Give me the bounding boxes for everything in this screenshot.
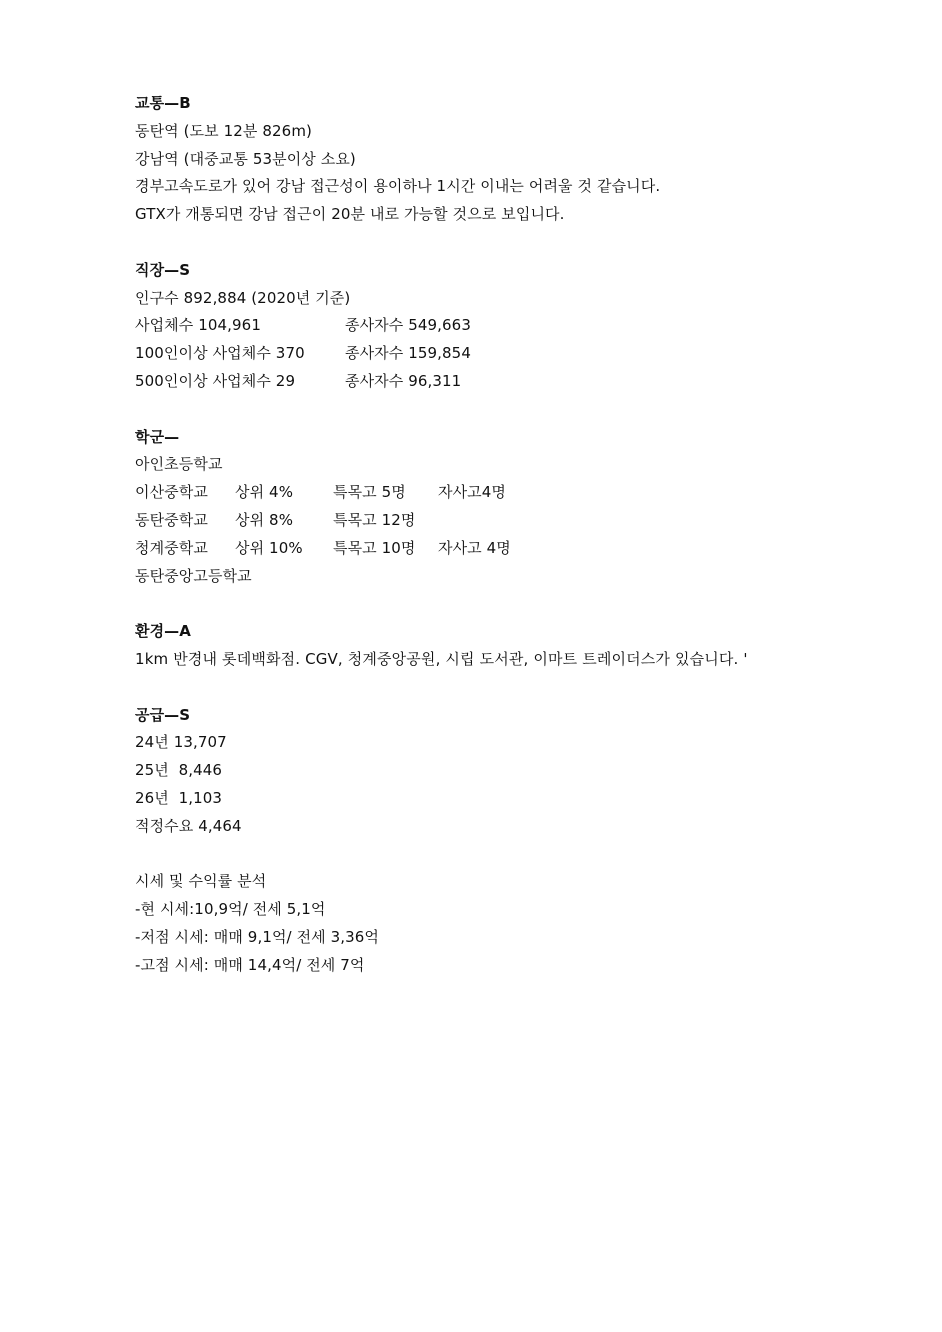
school-name: 청계중학교 — [135, 538, 208, 557]
supply-heading: 공급—S — [135, 705, 191, 724]
school-middle-row — [135, 507, 835, 535]
school-rank: 상위 10% — [235, 538, 303, 557]
jobs-row-label: 100인이상 사업체수 370 — [135, 344, 305, 363]
jobs-row — [135, 312, 835, 340]
school-special: 특목고 12명 — [333, 510, 416, 529]
school-middle-row — [135, 535, 835, 563]
jobs-row-workers: 종사자수 549,663 — [345, 316, 471, 335]
school-high: 동탄중앙고등학교 — [135, 566, 252, 585]
supply-line: 24년 13,707 — [135, 733, 227, 752]
price-line: -현 시세:10,9억/ 전세 5,1억 — [135, 900, 326, 919]
school-private: 자사고4명 — [438, 483, 507, 502]
transport-line: GTX가 개통되면 강남 접근이 20분 내로 가능할 것으로 보입니다. — [135, 205, 565, 224]
supply-line: 적정수요 4,464 — [135, 816, 242, 835]
transport-line: 강남역 (대중교통 53분이상 소요) — [135, 149, 356, 168]
environment-heading: 환경—A — [135, 622, 191, 641]
jobs-population: 인구수 892,884 (2020년 기준) — [135, 288, 351, 307]
document-page — [135, 90, 835, 980]
school-private: 자사고 4명 — [438, 538, 511, 557]
jobs-row-label: 사업체수 104,961 — [135, 316, 261, 335]
school-rank: 상위 4% — [235, 483, 294, 502]
section-spacer — [135, 229, 835, 257]
environment-text: 1km 반경내 롯데백화점. CGV, 청계중앙공원, 시립 도서관, 이마트 트레이더스가 있습니다. ' — [135, 649, 748, 668]
jobs-heading: 직장—S — [135, 260, 191, 279]
transport-line: 동탄역 (도보 12분 826m) — [135, 121, 312, 140]
jobs-row-workers: 종사자수 159,854 — [345, 344, 471, 363]
school-name: 동탄중학교 — [135, 510, 208, 529]
jobs-row — [135, 368, 835, 396]
supply-line: 25년 8,446 — [135, 761, 223, 780]
school-elementary: 아인초등학교 — [135, 455, 223, 474]
section-spacer — [135, 396, 835, 424]
section-spacer — [135, 674, 835, 702]
transport-line: 경부고속도로가 있어 강남 접근성이 용이하나 1시간 이내는 어려울 것 같습니다. — [135, 177, 661, 196]
transport-heading: 교통—B — [135, 94, 191, 112]
supply-line: 26년 1,103 — [135, 788, 223, 807]
price-line: -저점 시세: 매매 9,1억/ 전세 3,36억 — [135, 927, 380, 946]
section-spacer — [135, 841, 835, 869]
school-special: 특목고 5명 — [333, 483, 406, 502]
jobs-row-label: 500인이상 사업체수 29 — [135, 371, 296, 390]
price-line: -고점 시세: 매매 14,4억/ 전세 7억 — [135, 955, 365, 974]
school-special: 특목고 10명 — [333, 538, 416, 557]
jobs-row — [135, 340, 835, 368]
school-heading: 학군— — [135, 427, 180, 446]
section-spacer — [135, 590, 835, 618]
school-middle-row — [135, 479, 835, 507]
school-name: 이산중학교 — [135, 483, 208, 502]
price-heading: 시세 및 수익률 분석 — [135, 872, 267, 891]
school-rank: 상위 8% — [235, 510, 294, 529]
jobs-row-workers: 종사자수 96,311 — [345, 371, 462, 390]
